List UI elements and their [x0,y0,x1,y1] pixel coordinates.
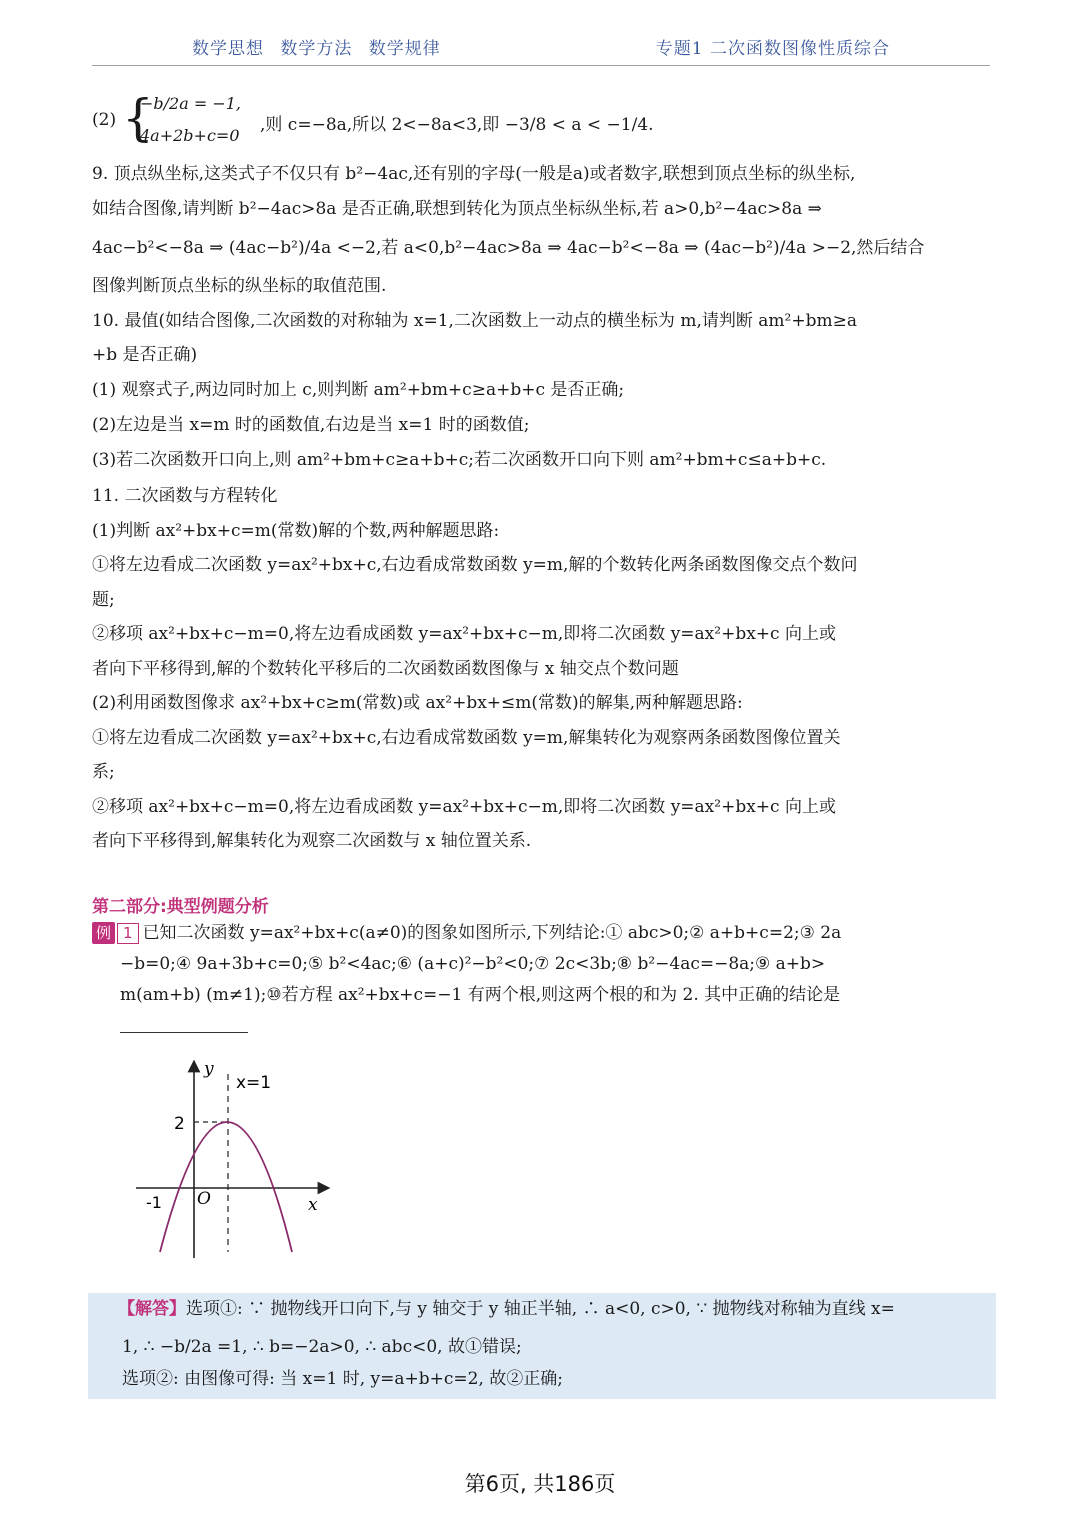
example-text-1: 已知二次函数 y=ax²+bx+c(a≠0)的图象如图所示,下列结论:① abc>0;② a+b+c=2;③ 2a [142,923,842,943]
item8-rest: ,则 c=−8a,所以 2<−8a<3,即 −3/8 < a < −1/4. [260,115,654,135]
answer-line2: 1, ∴ −b/2a =1, ∴ b=−2a>0, ∴ abc<0, 故①错误; [122,1337,522,1357]
item9-line3: 4ac−b²<−8a ⇒ (4ac−b²)/4a <−2,若 a<0,b²−4ac>8a ⇒ 4ac−b²<−8a ⇒ (4ac−b²)/4a >−2,然后结合 [92,238,925,258]
item11-line10: ②移项 ax²+bx+c−m=0,将左边看成函数 y=ax²+bx+c−m,即将二次函数 y=ax²+bx+c 向上或 [92,797,836,817]
item9-line2: 如结合图像,请判断 b²−4ac>8a 是否正确,联想到转化为顶点坐标纵坐标,若 a>0,b²−4ac>8a ⇒ [92,199,822,219]
item11-line2: (1)判断 ax²+bx+c=m(常数)解的个数,两种解题思路: [92,521,500,541]
answer-tag: 【解答】 [118,1299,186,1319]
example-line1 [92,921,992,945]
page-header [92,32,990,66]
item8-system-line1: −b/2a = −1, [140,94,242,113]
answer-box [88,1293,996,1399]
item11-line7: (2)利用函数图像求 ax²+bx+c≥m(常数)或 ax²+bx+≤m(常数)的解集,两种解题思路: [92,693,743,713]
item9-line4: 图像判断顶点坐标的纵坐标的取值范围. [92,276,387,296]
item10-line3: (1) 观察式子,两边同时加上 c,则判断 am²+bm+c≥a+b+c 是否正确; [92,380,625,400]
item11-line9: 系; [92,762,115,782]
item8-block [92,89,992,150]
example-badge: 例 [92,922,115,944]
item10-line5: (3)若二次函数开口向上,则 am²+bm+c≥a+b+c;若二次函数开口向下则 am²+bm+c≤a+b+c. [92,450,827,470]
item11-line4: 题; [92,590,115,610]
item11-line6: 者向下平移得到,解的个数转化平移后的二次函数函数图像与 x 轴交点个数问题 [92,659,679,679]
tick-label-2: 2 [174,1114,185,1134]
header-right-text: 专题1 二次函数图像性质综合 [655,39,890,59]
item11-line1: 11. 二次函数与方程转化 [92,486,278,506]
item10-line1: 10. 最值(如结合图像,二次函数的对称轴为 x=1,二次函数上一动点的横坐标为 m,请判断 am²+bm≥a [92,311,857,331]
item11-line3: ①将左边看成二次函数 y=ax²+bx+c,右边看成常数函数 y=m,解的个数转化两条函数图像交点个数问 [92,555,858,575]
answer-line3: 选项②: 由图像可得: 当 x=1 时, y=a+b+c=2, 故②正确; [122,1369,563,1389]
item8-system-line2: 4a+2b+c=0 [140,126,240,145]
symmetry-label: x=1 [236,1073,272,1093]
brace-icon: { [122,89,154,147]
parabola-graph [128,1058,338,1263]
header-left-text: 数学思想 数学方法 数学规律 [192,39,441,59]
example-number: 1 [117,923,139,944]
example-line3: m(am+b) (m≠1);⑩若方程 ax²+bx+c=−1 有两个根,则这两个根的和为 2. 其中正确的结论是 [120,985,841,1005]
answer-text-1: 选项①: ∵ 抛物线开口向下,与 y 轴交于 y 轴正半轴, ∴ a<0, c>0, ∵ 抛物线对称轴为直线 x= [186,1299,895,1319]
item11-line11: 者向下平移得到,解集转化为观察二次函数与 x 轴位置关系. [92,831,532,851]
parabola-curve [160,1122,292,1252]
example-line2: −b=0;④ 9a+3b+c=0;⑤ b²<4ac;⑥ (a+c)²−b²<0;⑦ 2c<3b;⑧ b²−4ac=−8a;⑨ a+b> [120,954,826,974]
section-title: 第二部分:典型例题分析 [92,897,269,917]
item9-line1: 9. 顶点纵坐标,这类式子不仅只有 b²−4ac,还有别的字母(一般是a)或者数字,联想到顶点坐标的纵坐标, [92,164,856,184]
item11-line5: ②移项 ax²+bx+c−m=0,将左边看成函数 y=ax²+bx+c−m,即将二次函数 y=ax²+bx+c 向上或 [92,624,836,644]
tick-label-neg1: -1 [146,1193,162,1212]
item8-label: (2) [92,110,117,130]
item10-line4: (2)左边是当 x=m 时的函数值,右边是当 x=1 时的函数值; [92,415,530,435]
x-axis-label: x [308,1195,318,1215]
origin-label: O [197,1189,211,1209]
item10-line2: +b 是否正确) [92,345,198,365]
answer-blank[interactable] [120,1032,248,1033]
item11-line8: ①将左边看成二次函数 y=ax²+bx+c,右边看成常数函数 y=m,解集转化为观察两条函数图像位置关 [92,728,841,748]
answer-line1 [118,1297,986,1321]
y-axis-label: y [204,1059,214,1079]
page-number: 第6页, 共186页 [464,1472,616,1496]
